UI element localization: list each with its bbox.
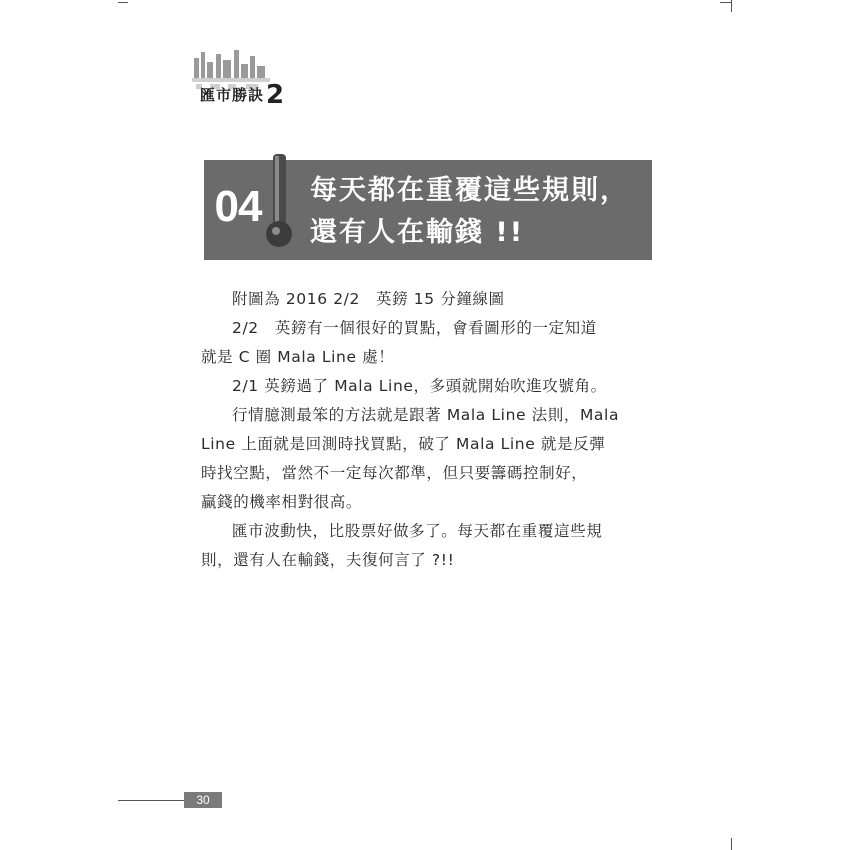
paragraph-line-1: 附圖為 2016 2/2 英鎊 15 分鐘線圖 (232, 290, 505, 308)
body-text (201, 285, 653, 575)
chapter-title-line-2: 還有人在輸錢 !! (310, 217, 525, 248)
book-volume: 2 (266, 80, 286, 110)
chapter-title (310, 170, 629, 254)
paragraph-line-9: 匯市波動快，比股票好做多了。每天都在重覆這些規 (232, 522, 603, 540)
crop-mark-bottom-right (731, 838, 732, 850)
paragraph-line-5: 行情臆測最笨的方法就是跟著 Mala Line 法則，Mala (232, 406, 620, 424)
chapter-title-line-1: 每天都在重覆這些規則， (310, 175, 629, 206)
crop-mark-top-right-horizontal (720, 2, 732, 3)
book-title-text: 匯市勝訣 (200, 86, 265, 104)
paragraph-line-6: Line 上面就是回測時找買點，破了 Mala Line 就是反彈 (201, 435, 606, 453)
paragraph-line-8: 贏錢的機率相對很高。 (201, 493, 363, 511)
paragraph-line-10: 則，還有人在輸錢，夫復何言了 ?!! (201, 551, 455, 569)
crop-mark-top-left (118, 2, 128, 3)
paragraph-line-2: 2/2 英鎊有一個很好的買點，會看圖形的一定知道 (232, 319, 597, 337)
paragraph-line-7: 時找空點，當然不一定每次都準，但只要籌碼控制好， (201, 464, 588, 482)
footer-rule (118, 800, 184, 801)
book-logo (190, 44, 300, 110)
pin-icon (262, 154, 296, 254)
paragraph-line-3: 就是 C 圈 Mala Line 處！ (201, 348, 395, 366)
paragraph-line-4: 2/1 英鎊過了 Mala Line，多頭就開始吹進攻號角。 (232, 377, 607, 395)
chapter-number: 04 (214, 182, 262, 231)
book-title (200, 80, 285, 110)
page-number: 30 (184, 792, 222, 808)
